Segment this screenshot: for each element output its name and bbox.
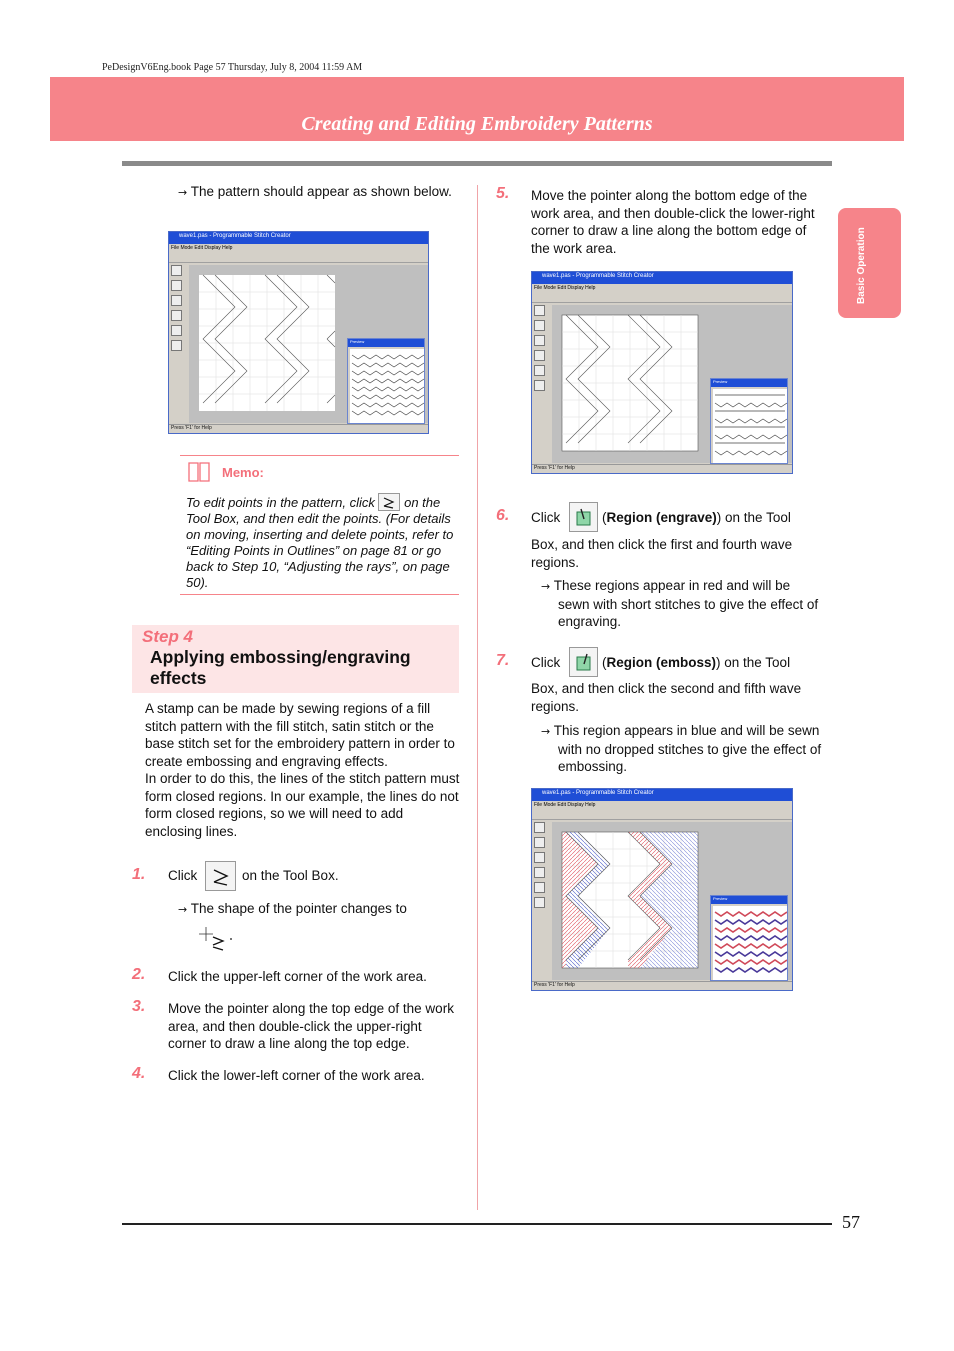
step-6-result: → These regions appear in red and will be sewn with short stitches to give the effect of engraving. [541, 578, 819, 629]
section-side-tab [838, 208, 901, 318]
preview-title: Preview [711, 379, 787, 387]
step-number: 1. [132, 866, 146, 883]
preview-title: Preview [711, 896, 787, 904]
window-toolbox [171, 265, 185, 355]
window-menu: File Mode Edit Display Help [171, 245, 233, 251]
screenshot-window-1 [168, 231, 429, 434]
window-menu: File Mode Edit Display Help [534, 802, 596, 808]
bottom-rule [122, 1223, 832, 1225]
memo-icon [186, 461, 212, 483]
window-menu: File Mode Edit Display Help [534, 285, 596, 291]
arrow-icon: → [178, 186, 188, 199]
step-4-text: Click the lower-left corner of the work area. [168, 1068, 425, 1083]
page-number: 57 [842, 1212, 860, 1232]
step-6-cont: Box, and then click the first and fourth wave regions. [531, 537, 793, 570]
status-bar: Press 'F1' for Help [169, 424, 428, 433]
step-1-text: on the Tool Box. [242, 868, 339, 883]
preview-title: Preview [348, 339, 424, 347]
print-info: PeDesignV6Eng.book Page 57 Thursday, July 8, 2004 11:59 AM [102, 62, 363, 73]
step-number: 2. [132, 966, 146, 983]
preview-window [710, 378, 788, 464]
window-toolbar [532, 809, 792, 820]
status-bar: Press 'F1' for Help [532, 981, 792, 990]
side-tab-label: Basic Operation [856, 227, 867, 304]
status-bar: Press 'F1' for Help [532, 464, 792, 473]
region-engrave-icon [569, 502, 598, 532]
step-3-text: Move the pointer along the top edge of the work area, and then double-click the upper-right corner to draw a line along the top edge. [168, 1001, 454, 1051]
window-title: wave1.pas - Programmable Stitch Creator [542, 790, 654, 796]
header-band [50, 77, 904, 141]
step4-title: Applying embossing/engraving effects [150, 647, 411, 688]
shape-tool-icon [378, 493, 400, 511]
window-toolbar [532, 292, 792, 303]
shape-tool-icon [205, 861, 236, 891]
screenshot-window-3 [531, 788, 793, 991]
window-toolbox [534, 822, 548, 912]
step-6-click: Click [531, 510, 561, 525]
window-toolbar [169, 252, 428, 263]
page-title: Creating and Editing Embroidery Patterns [301, 113, 653, 135]
step-1-click: Click [168, 868, 198, 883]
arrow-icon: → [541, 580, 551, 593]
memo-text: To edit points in the pattern, click on the Tool Box, and then edit the points. (For details on moving, inserting and delete points, refer to “Editing Points in Outlines” on page 81 or go back to Step 10, “Adjusting the rays”, on page 50). [186, 495, 454, 590]
step4-heading-box [132, 625, 459, 693]
window-title: wave1.pas - Programmable Stitch Creator [542, 273, 654, 279]
window-title: wave1.pas - Programmable Stitch Creator [179, 233, 291, 239]
screenshot-window-2 [531, 271, 793, 474]
step-5-text: Move the pointer along the bottom edge of the work area, and then double-click the lower-right corner to draw a line along the bottom edge of the work area. [531, 188, 815, 256]
window-toolbox [534, 305, 548, 395]
step-7-cont: Box, and then click the second and fifth wave regions. [531, 681, 802, 714]
region-emboss-icon [569, 647, 598, 677]
step-7-click: Click [531, 655, 561, 670]
memo-label: Memo: [222, 465, 264, 480]
top-rule [122, 161, 832, 166]
step-7-result: → This region appears in blue and will be sewn with no dropped stitches to give the effect of embossing. [541, 723, 822, 774]
preview-window [710, 895, 788, 981]
step4-label: Step 4 [142, 627, 194, 646]
step-number: 3. [132, 998, 146, 1015]
crosshair-pointer-icon [196, 925, 236, 951]
step-number: 7. [496, 652, 510, 669]
arrow-icon: → [541, 725, 551, 738]
step-6-text: (Region (engrave)) on the Tool [602, 510, 791, 525]
result-note: → The pattern should appear as shown below. [178, 184, 452, 199]
arrow-icon: → [178, 903, 188, 916]
step-2-text: Click the upper-left corner of the work area. [168, 969, 427, 984]
step-number: 4. [132, 1065, 146, 1082]
memo-box [180, 455, 459, 595]
step-1-result: → The shape of the pointer changes to [178, 901, 407, 916]
step-number: 5. [496, 185, 510, 202]
step-7-text: (Region (emboss)) on the Tool [602, 655, 791, 670]
preview-window [347, 338, 425, 424]
column-divider [477, 185, 478, 1210]
step-number: 6. [496, 507, 510, 524]
step4-intro: A stamp can be made by sewing regions of a fill stitch pattern with the fill stitch, satin stitch or the base stitch set for the embroidery pattern in order to create embossing and engraving effects. In order to do this, the lines of the stitch pattern must form closed regions. In our example, the lines do not form closed regions, so we will need to add enclosing lines. [145, 701, 460, 839]
